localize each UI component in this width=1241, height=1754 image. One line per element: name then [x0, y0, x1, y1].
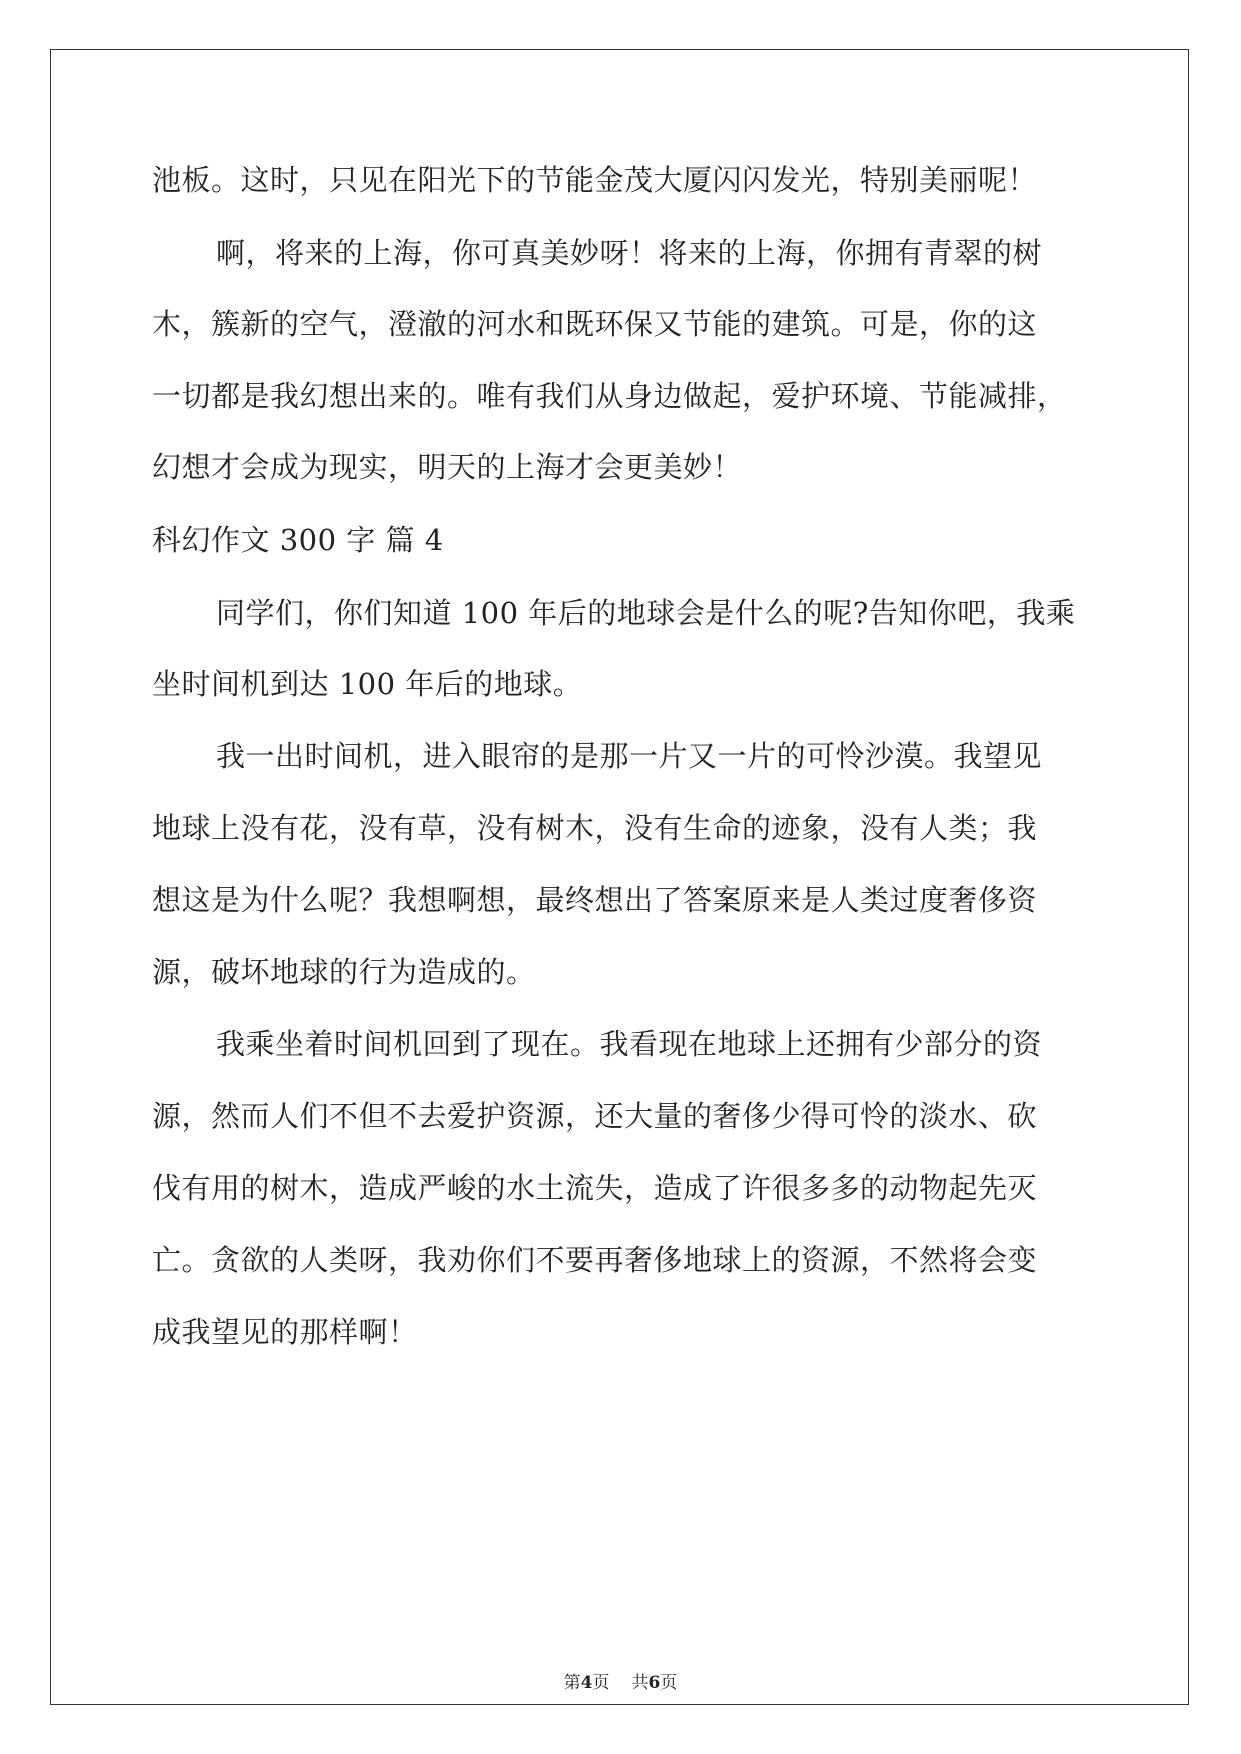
- page-border: [50, 49, 1189, 1705]
- paragraph-line: 池板。这时，只见在阳光下的节能金茂大厦闪闪发光，特别美丽呢！: [152, 163, 1038, 197]
- paragraph-line: 啊，将来的上海，你可真美妙呀！将来的上海，你拥有青翠的树: [216, 236, 1043, 270]
- paragraph-line: 想这是为什么呢？我想啊想，最终想出了答案原来是人类过度奢侈资: [152, 883, 1038, 917]
- page-footer: [0, 1672, 1241, 1694]
- paragraph-line: 同学们，你们知道 100 年后的地球会是什么的呢?告知你吧，我乘: [216, 596, 1076, 630]
- total-unit: 页: [660, 1673, 678, 1693]
- paragraph-line: 一切都是我幻想出来的。唯有我们从身边做起，爱护环境、节能减排，: [152, 379, 1067, 413]
- paragraph-line: 我乘坐着时间机回到了现在。我看现在地球上还拥有少部分的资: [216, 1027, 1043, 1061]
- paragraph-line: 源，破坏地球的行为造成的。: [152, 955, 536, 989]
- section-heading: 科幻作文 300 字 篇 4: [152, 523, 444, 557]
- total-prefix: 共: [631, 1673, 649, 1693]
- paragraph-line: 成我望见的那样啊！: [152, 1315, 418, 1349]
- page-unit: 页: [592, 1673, 610, 1693]
- paragraph-line: 亡。贪欲的人类呀，我劝你们不要再奢侈地球上的资源，不然将会变: [152, 1243, 1038, 1277]
- paragraph-line: 伐有用的树木，造成严峻的水土流失，造成了许很多多的动物起先灭: [152, 1171, 1038, 1205]
- paragraph-line: 幻想才会成为现实，明天的上海才会更美妙！: [152, 450, 743, 484]
- paragraph-line: 源，然而人们不但不去爱护资源，还大量的奢侈少得可怜的淡水、砍: [152, 1099, 1038, 1133]
- paragraph-line: 地球上没有花，没有草，没有树木，没有生命的迹象，没有人类；我: [152, 811, 1038, 845]
- paragraph-line: 坐时间机到达 100 年后的地球。: [152, 667, 583, 701]
- paragraph-line: 木，簇新的空气，澄澈的河水和既环保又节能的建筑。可是，你的这: [152, 307, 1038, 341]
- total-page-number: 6: [648, 1673, 661, 1693]
- page-prefix: 第: [563, 1673, 581, 1693]
- paragraph-line: 我一出时间机，进入眼帘的是那一片又一片的可怜沙漠。我望见: [216, 739, 1043, 773]
- current-page-number: 4: [580, 1673, 593, 1693]
